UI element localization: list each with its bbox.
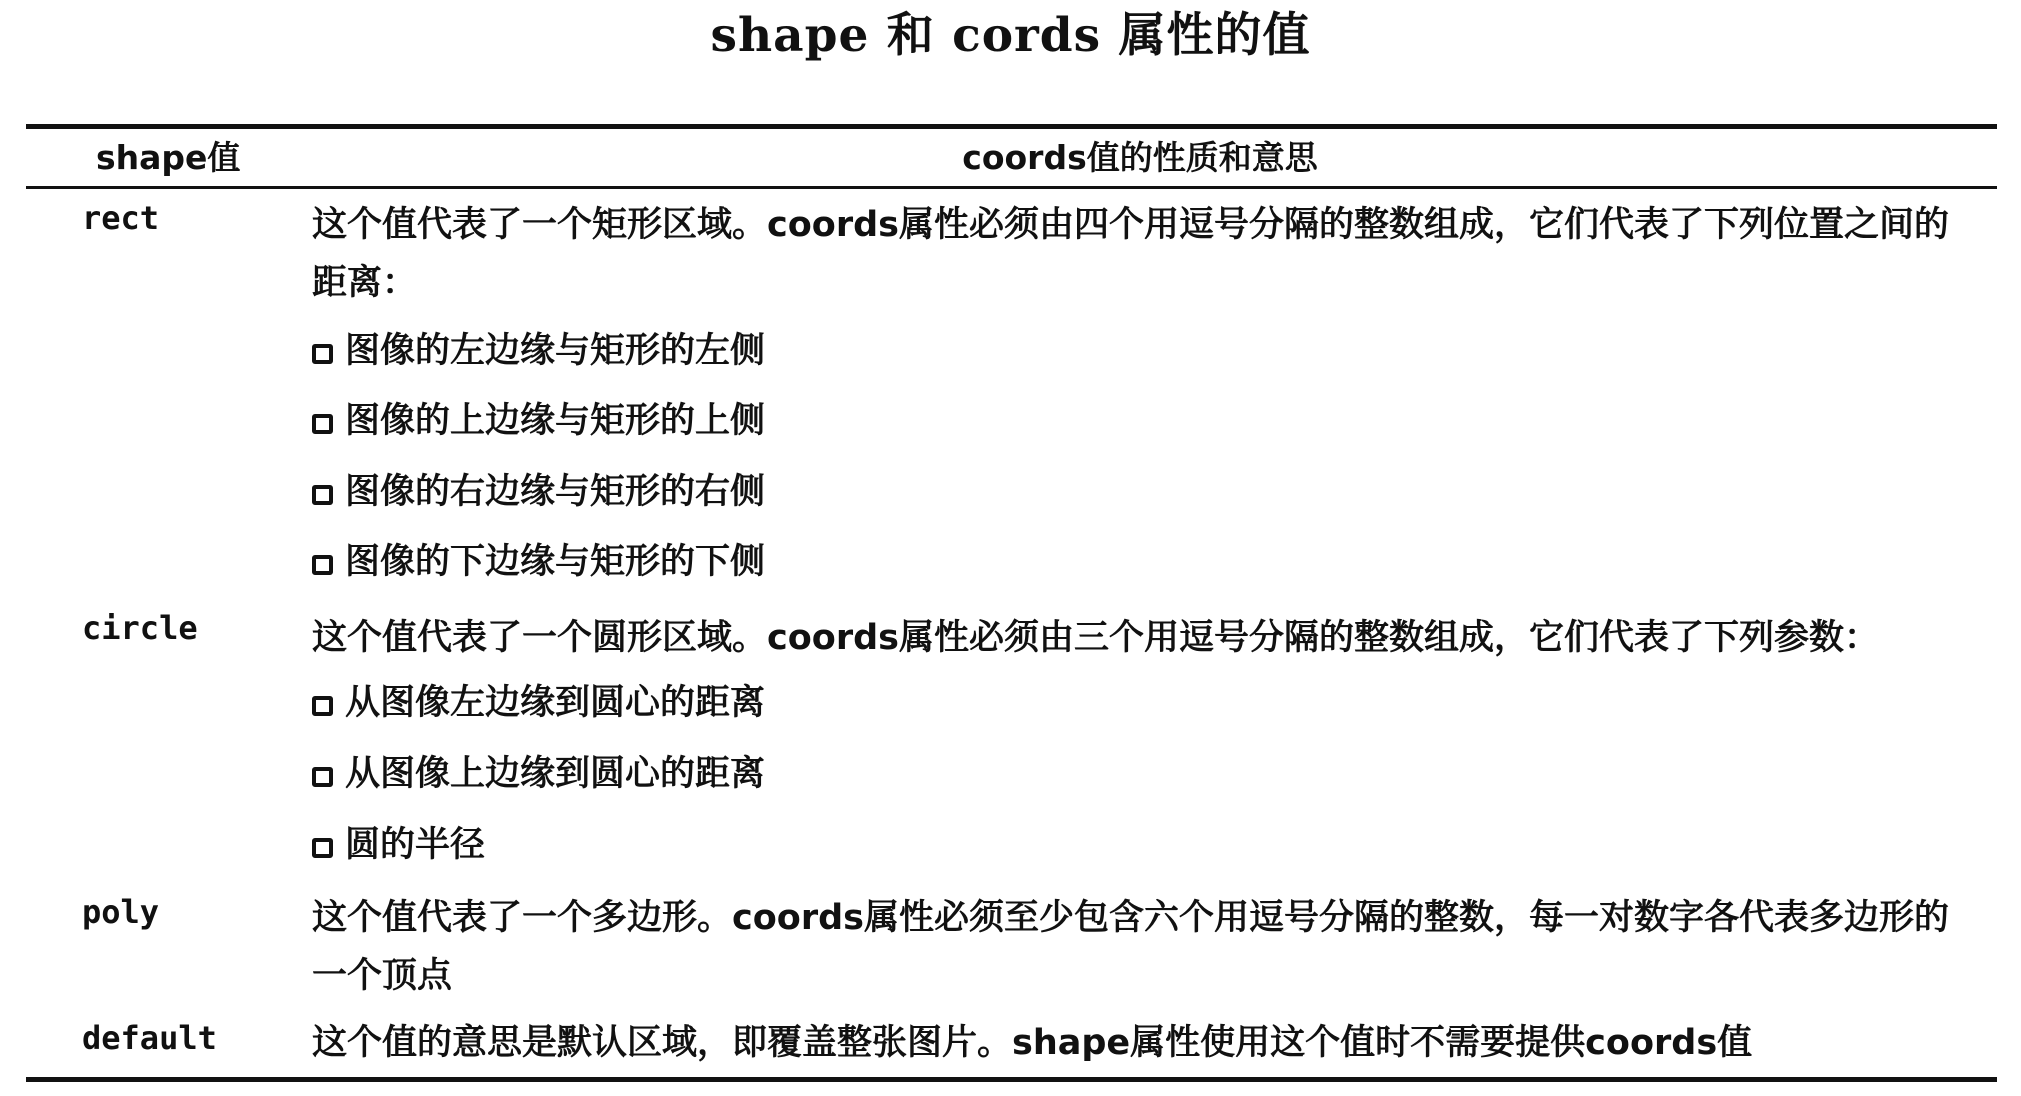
description-default: 这个值的意思是默认区域，即覆盖整张图片。shape属性使用这个值时不需要提供coords值 — [312, 1023, 1753, 1063]
bullet-item — [312, 678, 765, 728]
bullet-item — [312, 326, 765, 376]
description-circle: 这个值代表了一个圆形区域。coords属性必须由三个用逗号分隔的整数组成，它们代表了下列参数： — [312, 618, 1879, 658]
description-rect: 这个值代表了一个矩形区域。coords属性必须由四个用逗号分隔的整数组成，它们代表了下列位置之间的距离： — [312, 205, 1949, 303]
column-header-shape: shape值 — [96, 138, 241, 177]
shape-value-rect: rect — [82, 199, 160, 237]
checkbox-square-icon — [312, 696, 333, 716]
bullet-text: 图像的左边缘与矩形的左侧 — [345, 331, 766, 371]
table-bottom-rule — [26, 1077, 1997, 1082]
shape-value-circle: circle — [82, 609, 198, 647]
bullet-text: 圆的半径 — [345, 825, 486, 865]
description-poly: 这个值代表了一个多边形。coords属性必须至少包含六个用逗号分隔的整数，每一对数字各代表多边形的一个顶点 — [312, 898, 1949, 996]
checkbox-square-icon — [312, 767, 333, 787]
checkbox-square-icon — [312, 555, 333, 575]
checkbox-square-icon — [312, 485, 333, 505]
table-top-rule — [26, 124, 1997, 129]
bullet-item — [312, 467, 765, 517]
column-header-description: coords值的性质和意思 — [962, 138, 1318, 177]
bullet-item — [312, 820, 485, 870]
checkbox-square-icon — [312, 344, 333, 364]
table-header-rule — [26, 186, 1997, 189]
bullet-text: 从图像左边缘到圆心的距离 — [345, 683, 766, 723]
bullet-text: 图像的上边缘与矩形的上侧 — [345, 401, 766, 441]
shape-value-default: default — [82, 1019, 217, 1057]
checkbox-square-icon — [312, 414, 333, 434]
bullet-item — [312, 749, 765, 799]
checkbox-square-icon — [312, 838, 333, 858]
bullet-text: 从图像上边缘到圆心的距离 — [345, 754, 766, 794]
bullet-item — [312, 396, 765, 446]
shape-value-poly: poly — [82, 893, 160, 931]
bullet-text: 图像的下边缘与矩形的下侧 — [345, 542, 766, 582]
bullet-text: 图像的右边缘与矩形的右侧 — [345, 472, 766, 512]
bullet-item — [312, 537, 765, 587]
page-title: shape 和 cords 属性的值 — [710, 8, 1311, 63]
